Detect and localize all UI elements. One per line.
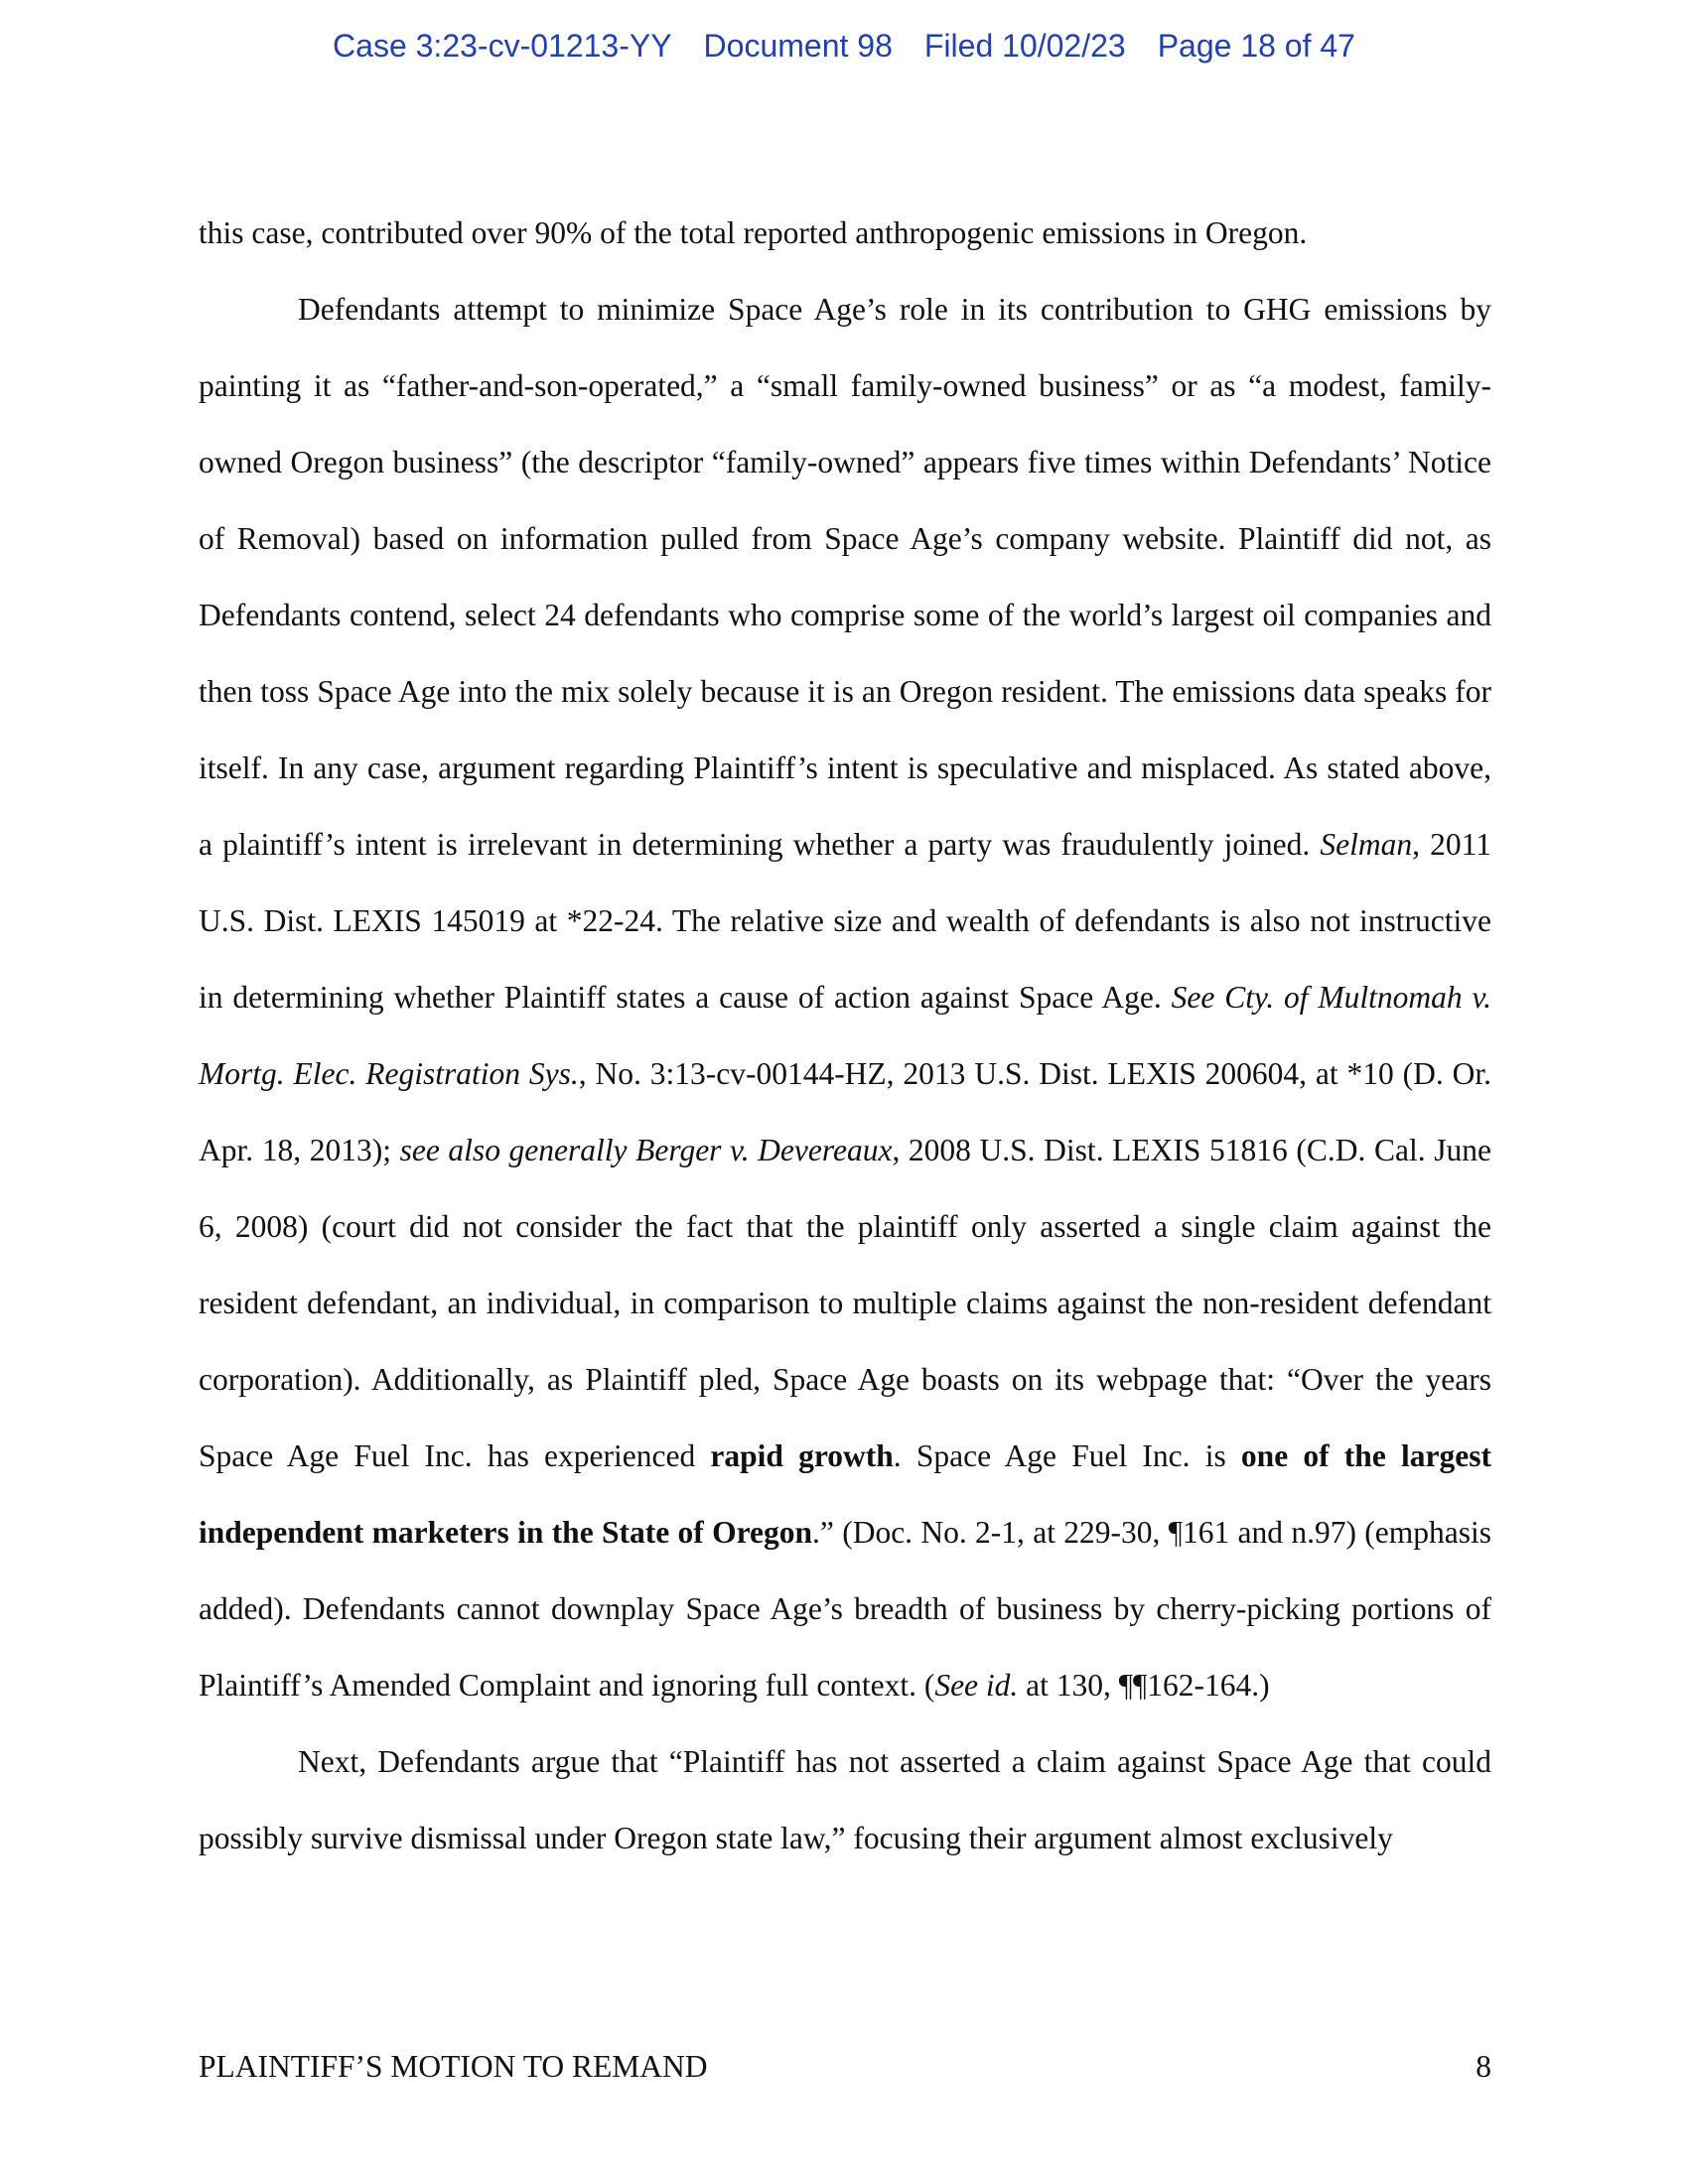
page-number: 8	[1476, 2049, 1491, 2084]
text-run: . Space Age Fuel Inc. is	[893, 1438, 1241, 1473]
document-number: Document 98	[703, 28, 893, 64]
emphasis-text: one of the largest independent marketers in the State of Oregon	[199, 1438, 1491, 1550]
case-citation: see also generally Berger v. Devereaux	[399, 1133, 893, 1167]
case-citation: Selman	[1320, 827, 1413, 862]
footer-title: PLAINTIFF’S MOTION TO REMAND	[199, 2049, 708, 2084]
case-number: Case 3:23-cv-01213-YY	[333, 28, 672, 64]
filed-date: Filed 10/02/23	[923, 28, 1126, 64]
paragraph-1	[199, 195, 1491, 271]
text-run: Next, Defendants argue that “Plaintiff has not asserted a claim against Space Age that could possibly survive dismissal under Oregon state law,” focusing their argument almost exclusively	[199, 1744, 1491, 1855]
text-run: , No. 3:13-cv-00144-HZ, 2013 U.S. Dist. LEXIS 200604, at *10 (D. Or. Apr. 18, 2013);	[199, 1056, 1491, 1167]
case-header	[0, 28, 1688, 65]
paragraph-2	[199, 271, 1491, 1723]
text-run: this case, contributed over 90% of the total reported anthropogenic emissions in Oregon.	[199, 215, 1308, 250]
page-count: Page 18 of 47	[1157, 28, 1355, 64]
paragraph-3	[199, 1723, 1491, 1876]
document-body	[199, 195, 1491, 1876]
case-citation: See id.	[934, 1668, 1019, 1703]
page-footer	[199, 2049, 1491, 2085]
case-citation: See Cty. of Multnomah v. Mortg. Elec. Registration Sys.	[199, 980, 1491, 1091]
text-run: Defendants attempt to minimize Space Age’s role in its contribution to GHG emissions by painting it as “father-and-son-operated,” a “small family-owned business” or as “a modest, family-owned Oregon business” (the descriptor “family-owned” appears five times within Defendants’ Notice of Removal) based on information pulled from Space Age’s company website. Plaintiff did not, as Defendants contend, select 24 defendants who comprise some of the world’s largest oil companies and then toss Space Age into the mix solely because it is an Oregon resident. The emissions data speaks for itself. In any case, argument regarding Plaintiff’s intent is speculative and misplaced. As stated above, a plaintiff’s intent is irrelevant in determining whether a party was fraudulently joined.	[199, 292, 1491, 862]
text-run: at 130, ¶¶162-164.)	[1018, 1668, 1270, 1703]
text-run: , 2011 U.S. Dist. LEXIS 145019 at *22-24. The relative size and wealth of defendants is also not instructive in determining whether Plaintiff states a cause of action against Space Age.	[199, 827, 1491, 1015]
text-run: .” (Doc. No. 2-1, at 229-30, ¶161 and n.97) (emphasis added). Defendants cannot downplay Space Age’s breadth of business by cherry-picking portions of Plaintiff’s Amended Complaint and ignoring full context. (	[199, 1515, 1492, 1703]
text-run: , 2008 U.S. Dist. LEXIS 51816 (C.D. Cal. June 6, 2008) (court did not consider the fact that the plaintiff only asserted a single claim against the resident defendant, an individual, in comparison to multiple claims against the non-resident defendant corporation). Additionally, as Plaintiff pled, Space Age boasts on its webpage that: “Over the years Space Age Fuel Inc. has experienced	[199, 1133, 1491, 1473]
emphasis-text: rapid growth	[710, 1438, 894, 1473]
